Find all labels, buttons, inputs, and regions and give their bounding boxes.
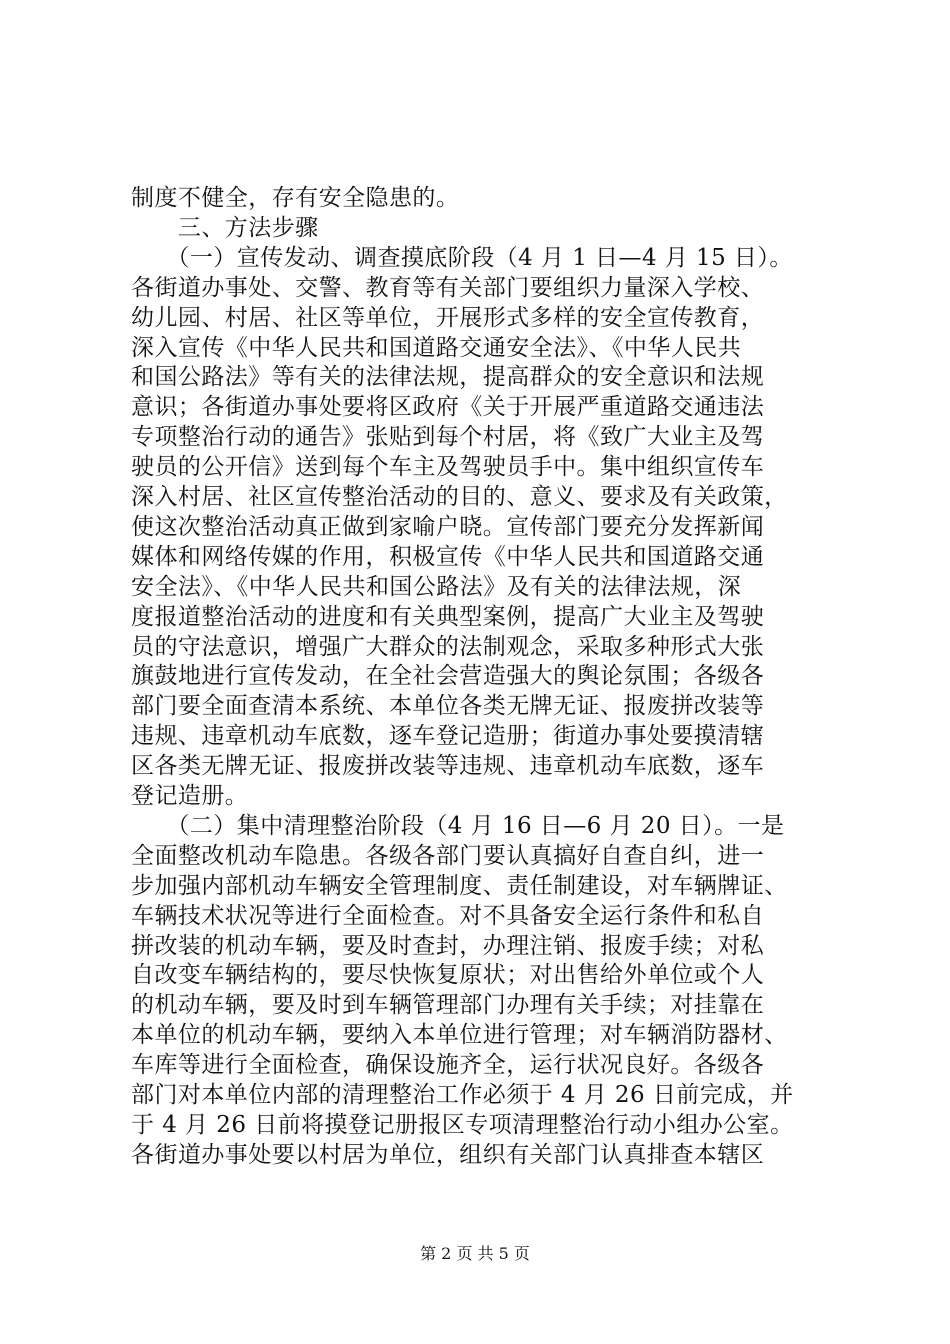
text-line: 车辆技术状况等进行全面检查。对不具备安全运行条件和私自 (131, 902, 765, 929)
text-line: 各街道办事处、交警、教育等有关部门要组织力量深入学校、 (131, 274, 765, 301)
text-line: （二）集中清理整治阶段（4 月 16 日—6 月 20 日）。一是 (131, 812, 785, 839)
text-line: （一）宣传发动、调查摸底阶段（4 月 1 日—4 月 15 日）。 (131, 244, 793, 271)
text-line: 和国公路法》等有关的法律法规，提高群众的安全意识和法规 (131, 364, 765, 391)
text-line: 登记造册。 (131, 783, 249, 809)
text-line: 部门要全面查清本系统、本单位各类无牌无证、报废拼改装等 (131, 693, 765, 720)
text-line: 车库等进行全面检查，确保设施齐全，运行状况良好。各级各 (131, 1052, 765, 1079)
text-line: 部门对本单位内部的清理整治工作必须于 4 月 26 日前完成，并 (131, 1082, 794, 1108)
text-line: 各街道办事处要以村居为单位，组织有关部门认真排查本辖区 (131, 1141, 765, 1168)
text-line: 驶员的公开信》送到每个车主及驾驶员手中。集中组织宣传车 (131, 454, 765, 481)
text-line: 区各类无牌无证、报废拼改装等违规、违章机动车底数，逐车 (131, 753, 765, 780)
text-line: 违规、违章机动车底数，逐车登记造册；街道办事处要摸清辖 (131, 723, 765, 750)
page-footer: 第 2 页 共 5 页 (420, 1244, 530, 1263)
text-line: 本单位的机动车辆，要纳入本单位进行管理；对车辆消防器材、 (131, 1022, 788, 1049)
text-line: 旗鼓地进行宣传发动，在全社会营造强大的舆论氛围；各级各 (131, 663, 765, 690)
text-line: 意识；各街道办事处要将区政府《关于开展严重道路交通违法 (131, 394, 765, 421)
text-line: 使这次整治活动真正做到家喻户晓。宣传部门要充分发挥新闻 (131, 513, 765, 540)
text-line: 自改变车辆结构的，要尽快恢复原状；对出售给外单位或个人 (131, 962, 765, 989)
text-line: 幼儿园、村居、社区等单位，开展形式多样的安全宣传教育， (131, 304, 765, 331)
text-line: 制度不健全，存有安全隐患的。 (131, 185, 460, 211)
text-line: 拼改装的机动车辆，要及时查封，办理注销、报废手续；对私 (131, 932, 765, 959)
text-line: 步加强内部机动车辆安全管理制度、责任制建设，对车辆牌证、 (131, 872, 788, 899)
text-line: 深入村居、社区宣传整治活动的目的、意义、要求及有关政策， (131, 484, 788, 510)
text-line: 度报道整治活动的进度和有关典型案例，提高广大业主及驾驶 (131, 603, 765, 630)
text-line: 于 4 月 26 日前将摸登记册报区专项清理整治行动小组办公室。 (131, 1111, 794, 1138)
text-line: 专项整治行动的通告》张贴到每个村居，将《致广大业主及驾 (131, 424, 765, 451)
text-line: 深入宣传《中华人民共和国道路交通安全法》、《中华人民共 (131, 334, 742, 361)
text-line: 全面整改机动车隐患。各级各部门要认真搞好自查自纠，进一 (131, 842, 765, 869)
text-line: 安全法》、《中华人民共和国公路法》及有关的法律法规，深 (131, 573, 742, 600)
text-line: 员的守法意识，增强广大群众的法制观念，采取多种形式大张 (131, 633, 765, 660)
text-line: 的机动车辆，要及时到车辆管理部门办理有关手续；对挂靠在 (131, 992, 765, 1019)
text-line: 三、方法步骤 (131, 214, 319, 241)
text-line: 媒体和网络传媒的作用，积极宣传《中华人民共和国道路交通 (131, 543, 765, 570)
